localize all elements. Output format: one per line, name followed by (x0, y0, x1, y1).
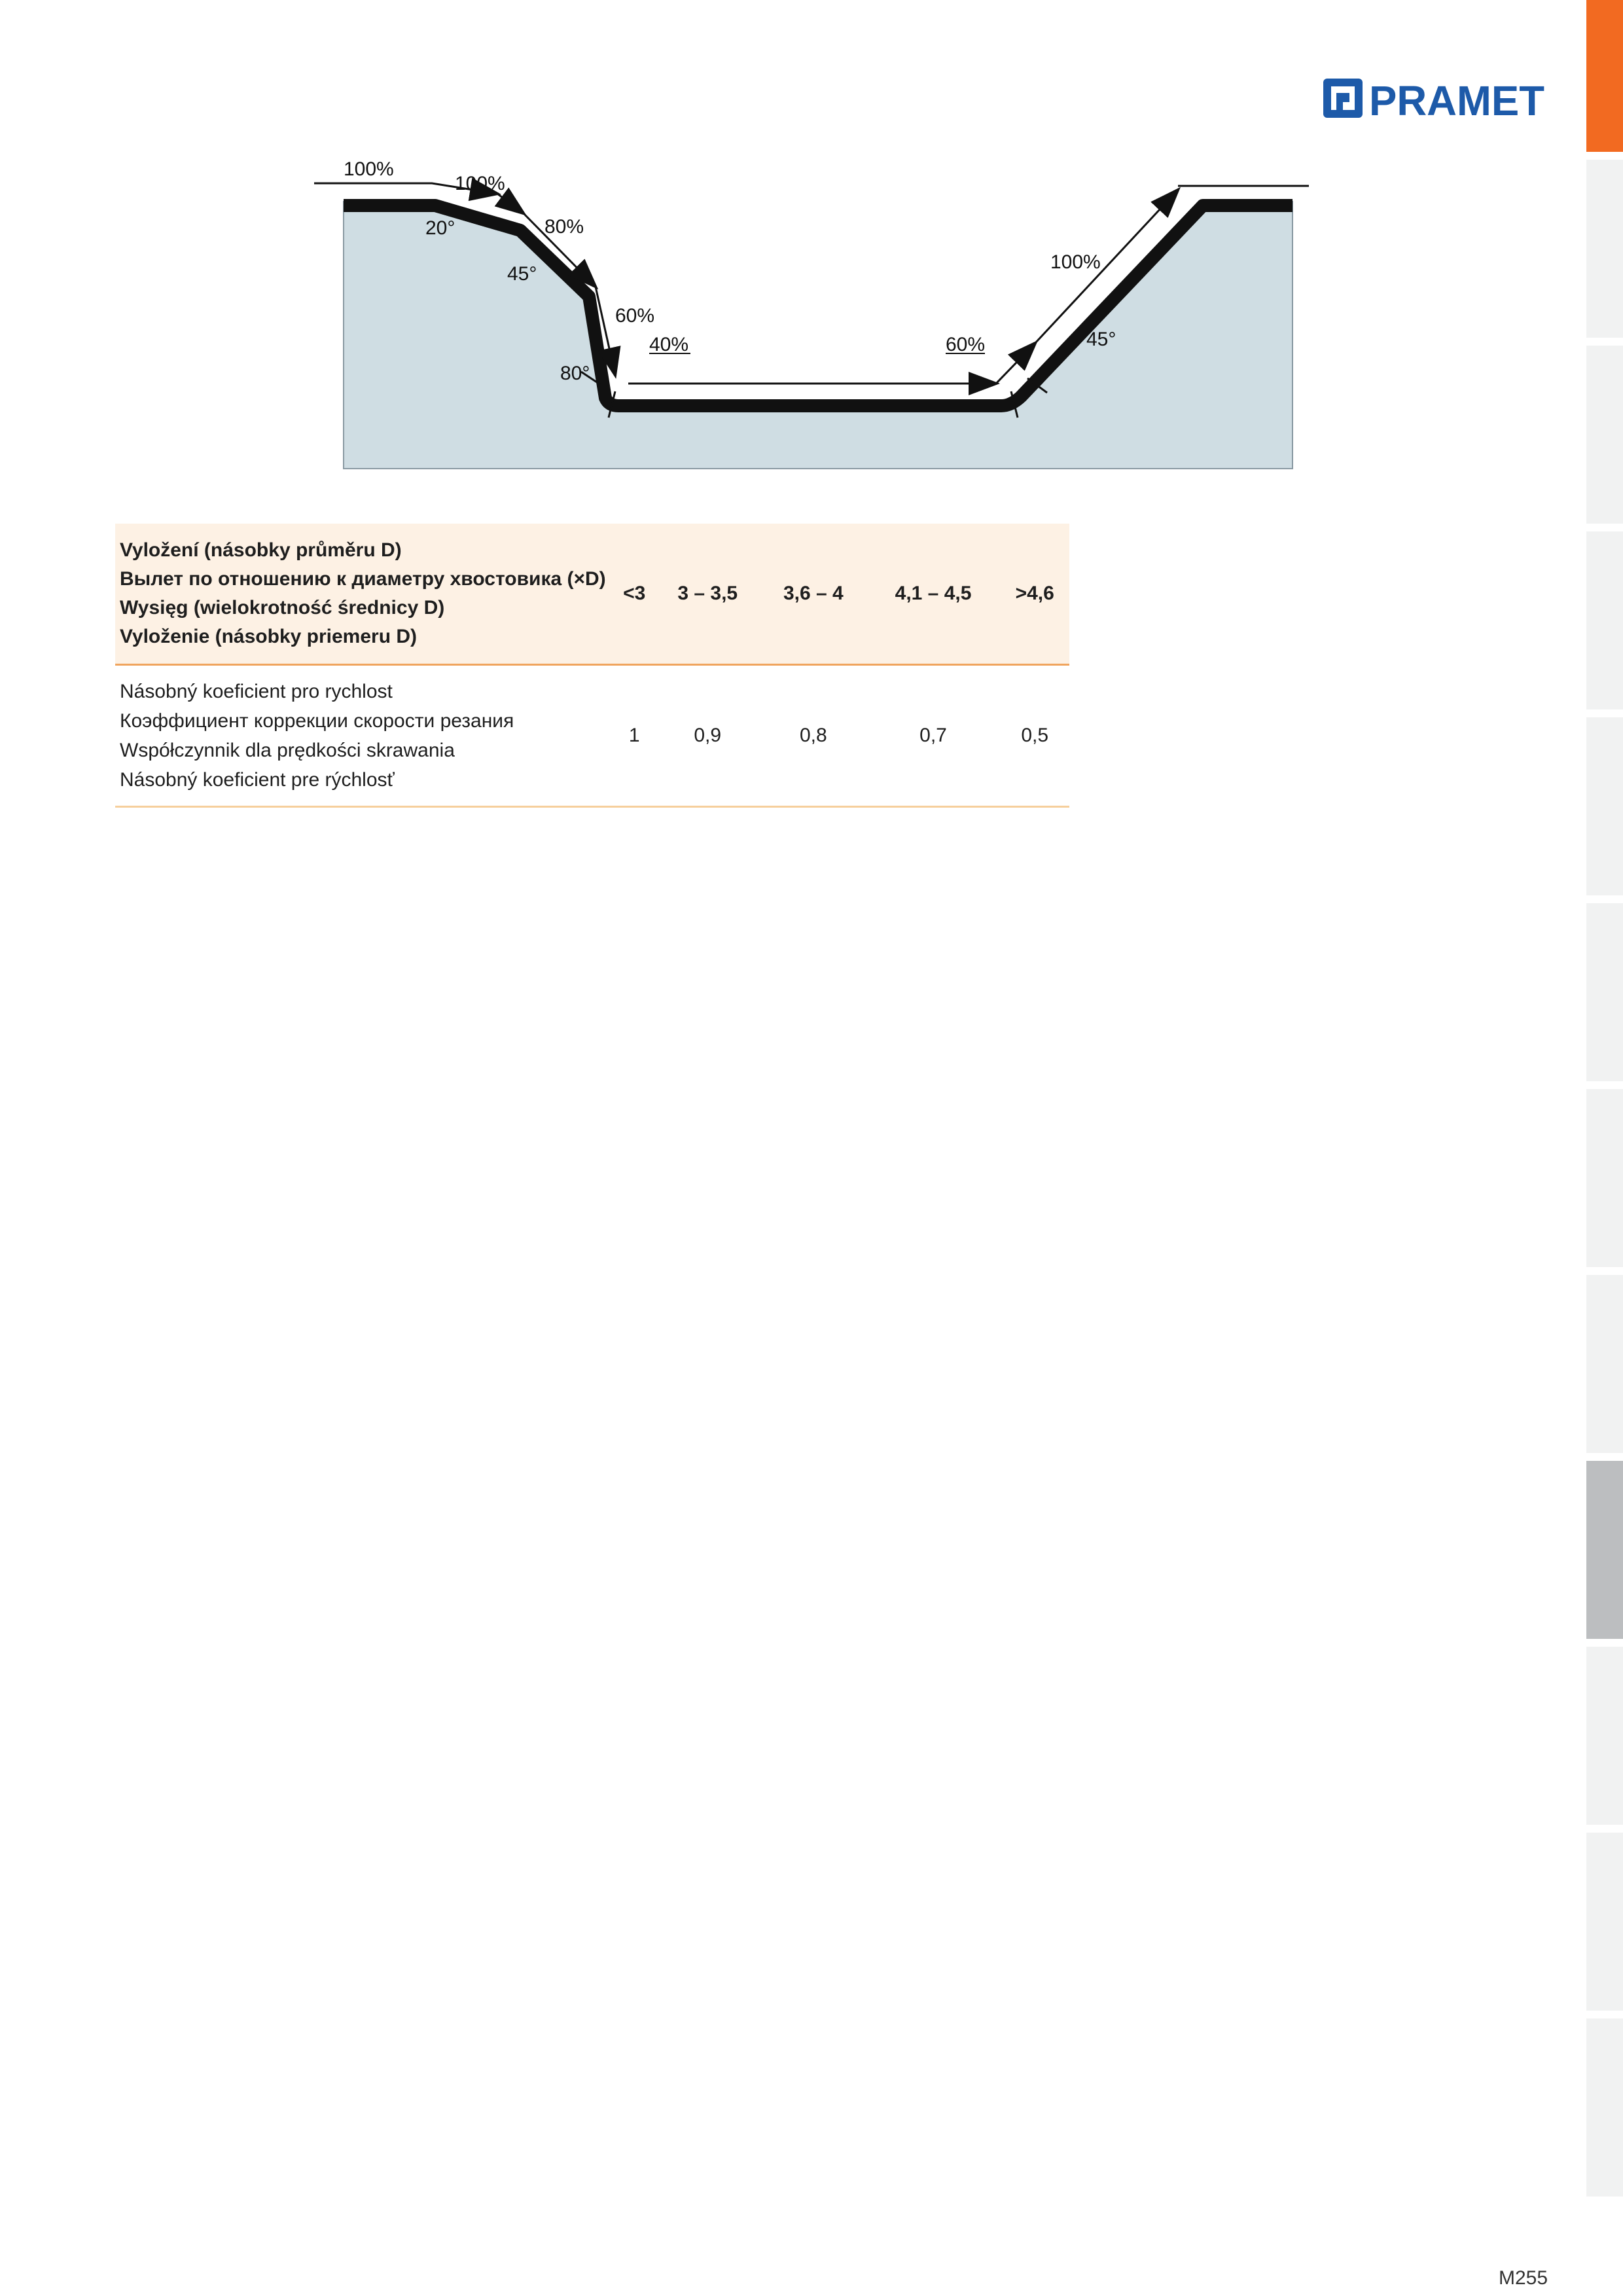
table-header-row (115, 524, 1069, 665)
speed-coefficient-table (115, 524, 1069, 808)
section-tab (1586, 531, 1623, 709)
header-label: Vyložení (násobky průměru D) (120, 539, 402, 561)
section-tab-current (1586, 1461, 1623, 1639)
row-label: Коэффициент коррекции скорости резания (120, 710, 514, 732)
tool-path (497, 194, 524, 213)
brand-name: PRAMET (1369, 77, 1544, 123)
angle-label: 80° (560, 363, 590, 384)
percent-label: 100% (344, 158, 394, 180)
percent-label: 100% (1050, 251, 1101, 273)
section-tab (1586, 903, 1623, 1081)
percent-label: 40% (649, 334, 689, 355)
row-label: Násobný koeficient pre rýchlosť (120, 769, 395, 791)
table-cell: 0,8 (760, 665, 866, 807)
percent-label: 80% (544, 216, 584, 238)
header-label-cell (115, 524, 614, 665)
angle-label: 45° (507, 263, 537, 285)
milling-path-diagram (308, 149, 1329, 476)
table-cell: 0,7 (866, 665, 1001, 807)
page-number: M255 (1499, 2267, 1548, 2289)
table-cell: 0,9 (654, 665, 760, 807)
row-label-cell (115, 665, 614, 807)
header-label: Wysięg (wielokrotność średnicy D) (120, 597, 445, 619)
table-row (115, 665, 1069, 807)
column-header: 3 – 3,5 (654, 524, 760, 665)
section-tabs (1586, 0, 1623, 2225)
tool-path (996, 343, 1035, 384)
header-label: Вылет по отношению к диаметру хвостовика (×D) (120, 568, 606, 590)
angle-label: 20° (425, 217, 455, 239)
column-header: 4,1 – 4,5 (866, 524, 1001, 665)
workpiece (344, 202, 1293, 469)
column-header: >4,6 (1000, 524, 1069, 665)
column-header: 3,6 – 4 (760, 524, 866, 665)
percent-label: 60% (615, 305, 655, 327)
section-tab (1586, 717, 1623, 895)
table-cell: 1 (614, 665, 654, 807)
percent-label: 100% (455, 173, 505, 194)
section-tab (1586, 160, 1623, 338)
section-tab (1586, 1089, 1623, 1267)
header-label: Vyloženie (násobky priemeru D) (120, 626, 418, 647)
section-tab (1586, 1833, 1623, 2011)
column-header: <3 (614, 524, 654, 665)
section-tab (1586, 1275, 1623, 1453)
pramet-logo (1323, 73, 1547, 123)
percent-label: 60% (946, 334, 986, 355)
table-cell: 0,5 (1000, 665, 1069, 807)
row-label: Współczynnik dla prędkości skrawania (120, 740, 455, 761)
section-tab (1586, 346, 1623, 524)
row-label: Násobný koeficient pro rychlost (120, 681, 393, 702)
angle-label: 45° (1086, 329, 1116, 350)
section-tab (1586, 2018, 1623, 2197)
section-tab (1586, 1647, 1623, 1825)
section-tab-active (1586, 0, 1623, 152)
